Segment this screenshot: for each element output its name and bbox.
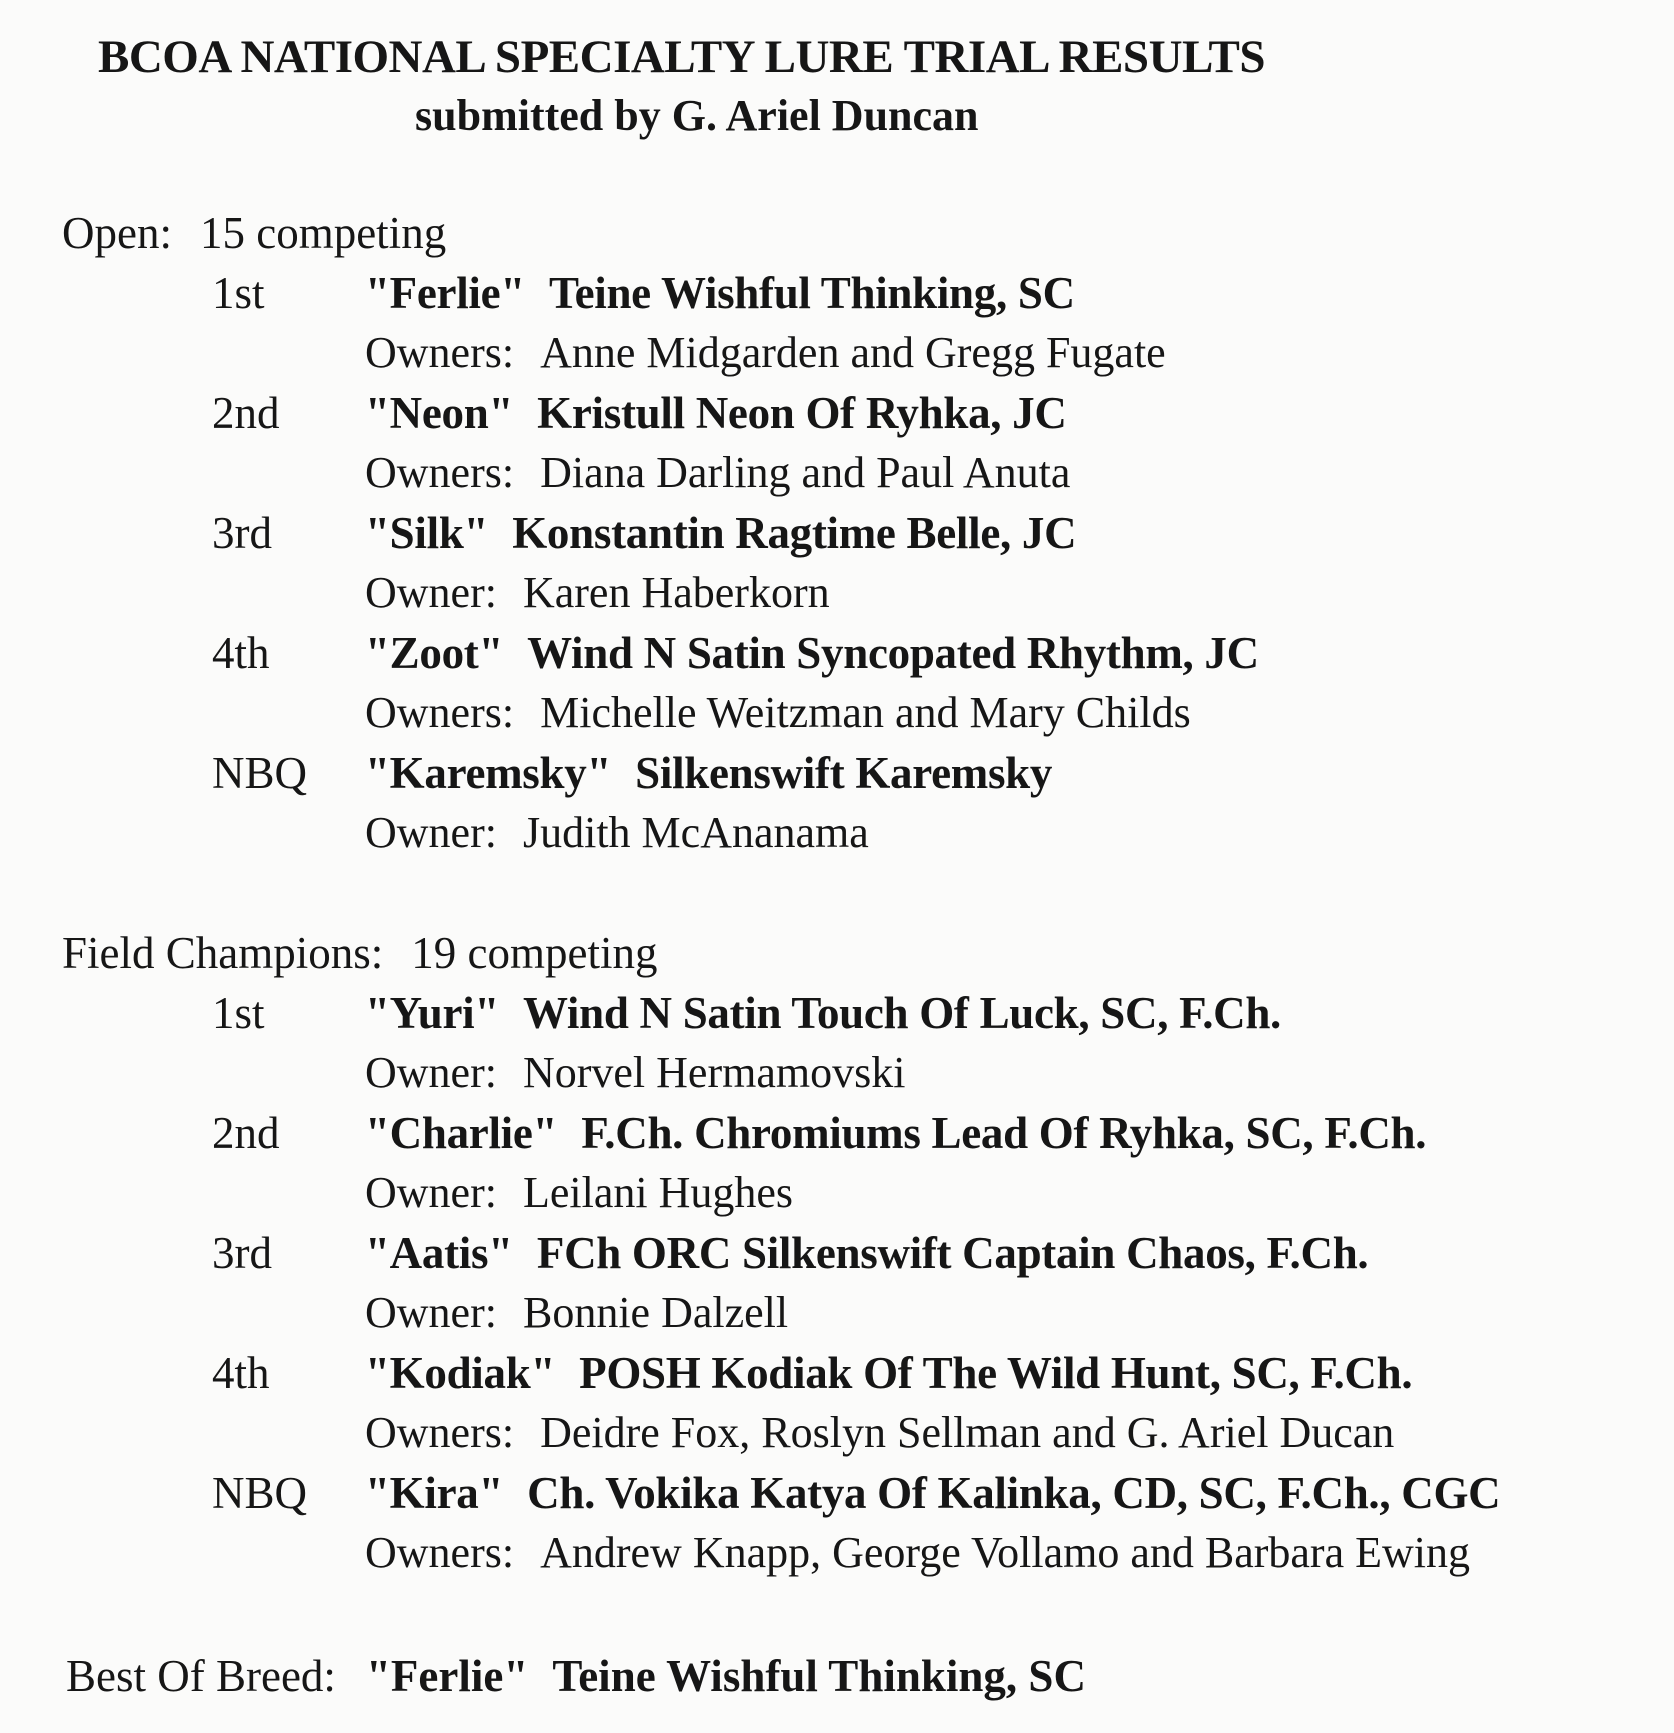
section-label: Field Champions: — [62, 928, 384, 978]
result-entry — [0, 1347, 1674, 1467]
owner-names: Norvel Hermamovski — [522, 1048, 906, 1097]
dog-name-line — [365, 747, 1052, 799]
call-name: "Kodiak" — [365, 1348, 556, 1398]
owner-names: Bonnie Dalzell — [522, 1288, 789, 1337]
placement: 1st — [212, 988, 265, 1038]
best-of-breed-line — [66, 1650, 1086, 1702]
call-name: "Neon" — [365, 388, 514, 438]
result-entry — [0, 627, 1674, 747]
registered-name: F.Ch. Chromiums Lead Of Ryhka, SC, F.Ch. — [581, 1108, 1427, 1158]
placement: 4th — [212, 628, 270, 678]
dog-name-line — [365, 507, 1076, 559]
owner-line — [365, 807, 869, 858]
placement: 3rd — [212, 1228, 272, 1278]
registered-name: Kristull Neon Of Ryhka, JC — [537, 388, 1067, 438]
owner-label: Owner: — [365, 1048, 497, 1097]
registered-name: Ch. Vokika Katya Of Kalinka, CD, SC, F.Ch., CGC — [527, 1468, 1501, 1518]
dog-name-line — [365, 1347, 1412, 1399]
call-name: "Charlie" — [365, 1108, 558, 1158]
owner-line — [365, 447, 1070, 498]
dog-name-line — [365, 267, 1075, 319]
owner-label: Owner: — [365, 568, 497, 617]
owner-line — [365, 327, 1166, 378]
placement: 4th — [212, 1348, 270, 1398]
result-entry — [0, 1107, 1674, 1227]
owner-line — [365, 1167, 793, 1218]
call-name: "Zoot" — [365, 628, 504, 678]
owner-label: Owners: — [365, 1408, 515, 1457]
owner-label: Owner: — [365, 1168, 497, 1217]
document-subtitle: submitted by G. Ariel Duncan — [415, 91, 979, 140]
call-name: "Kira" — [365, 1468, 504, 1518]
result-entry — [0, 507, 1674, 627]
best-of-breed-label: Best Of Breed: — [66, 1651, 336, 1701]
call-name: "Yuri" — [365, 988, 500, 1038]
owner-label: Owners: — [365, 1528, 515, 1577]
call-name: "Ferlie" — [365, 1651, 529, 1701]
dog-name-line — [365, 987, 1281, 1039]
placement: 2nd — [212, 1108, 280, 1158]
section-open-heading — [62, 207, 446, 259]
result-entry — [0, 1467, 1674, 1587]
dog-name-line — [365, 1467, 1500, 1519]
best-of-breed-dog — [366, 1651, 1086, 1701]
registered-name: Teine Wishful Thinking, SC — [548, 268, 1075, 318]
owner-names: Karen Haberkorn — [522, 568, 830, 617]
dog-name-line — [365, 1107, 1426, 1159]
registered-name: POSH Kodiak Of The Wild Hunt, SC, F.Ch. — [579, 1348, 1413, 1398]
registered-name: Wind N Satin Touch Of Luck, SC, F.Ch. — [523, 988, 1282, 1038]
dog-name-line — [365, 387, 1067, 439]
result-entry — [0, 387, 1674, 507]
owner-names: Michelle Weitzman and Mary Childs — [540, 688, 1191, 737]
call-name: "Aatis" — [365, 1228, 513, 1278]
result-entry — [0, 1227, 1674, 1347]
placement: NBQ — [212, 748, 308, 798]
dog-name-line — [365, 1227, 1368, 1279]
document-title: BCOA NATIONAL SPECIALTY LURE TRIAL RESULTS — [98, 31, 1266, 83]
owner-label: Owner: — [365, 808, 497, 857]
owner-line — [365, 1047, 905, 1098]
section-count: 19 competing — [411, 928, 658, 978]
registered-name: Konstantin Ragtime Belle, JC — [512, 508, 1077, 558]
result-entry — [0, 267, 1674, 387]
owner-line — [365, 687, 1191, 738]
owner-line — [365, 567, 830, 618]
registered-name: Wind N Satin Syncopated Rhythm, JC — [527, 628, 1259, 678]
owner-names: Diana Darling and Paul Anuta — [540, 448, 1071, 497]
owner-label: Owner: — [365, 1288, 497, 1337]
section-label: Open: — [62, 208, 172, 258]
section-field-champions-heading — [62, 927, 657, 979]
owner-line — [365, 1287, 788, 1338]
result-entry — [0, 987, 1674, 1107]
registered-name: FCh ORC Silkenswift Captain Chaos, F.Ch. — [536, 1228, 1369, 1278]
owner-line — [365, 1407, 1394, 1458]
registered-name: Silkenswift Karemsky — [635, 748, 1053, 798]
placement: NBQ — [212, 1468, 308, 1518]
owner-label: Owners: — [365, 688, 515, 737]
owner-label: Owners: — [365, 448, 515, 497]
owner-names: Judith McAnanama — [522, 808, 869, 857]
result-entry — [0, 747, 1674, 867]
call-name: "Ferlie" — [365, 268, 525, 318]
placement: 3rd — [212, 508, 272, 558]
owner-names: Andrew Knapp, George Vollamo and Barbara Ewing — [540, 1528, 1470, 1577]
owner-names: Leilani Hughes — [522, 1168, 794, 1217]
owner-names: Deidre Fox, Roslyn Sellman and G. Ariel Ducan — [540, 1408, 1395, 1457]
placement: 1st — [212, 268, 265, 318]
call-name: "Silk" — [365, 508, 489, 558]
call-name: "Karemsky" — [365, 748, 612, 798]
placement: 2nd — [212, 388, 280, 438]
dog-name-line — [365, 627, 1259, 679]
owner-names: Anne Midgarden and Gregg Fugate — [540, 328, 1166, 377]
section-count: 15 competing — [199, 208, 447, 258]
registered-name: Teine Wishful Thinking, SC — [552, 1651, 1086, 1701]
owner-label: Owners: — [365, 328, 515, 377]
owner-line — [365, 1527, 1470, 1578]
